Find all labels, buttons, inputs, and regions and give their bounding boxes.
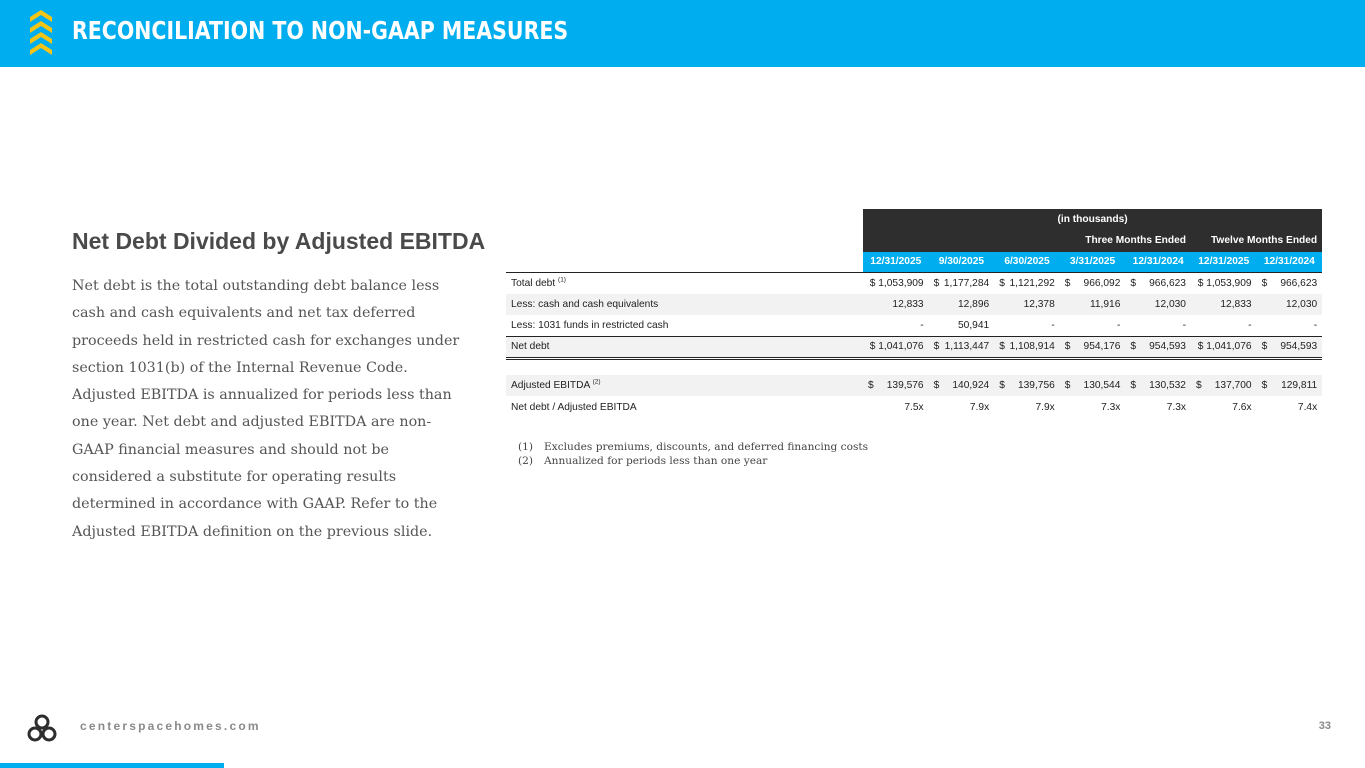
row-label: Net debt / Adjusted EBITDA [511, 401, 637, 413]
cell: 50,941 [958, 320, 990, 332]
row-label: Net debt [506, 337, 863, 358]
footer-accent-bar [0, 763, 224, 768]
cell: - [1182, 320, 1186, 332]
cell: 12,030 [1154, 299, 1186, 311]
cell: - [920, 320, 924, 332]
cell: $ 137,700 [1195, 380, 1252, 392]
cell: $ 1,108,914 [994, 337, 1060, 358]
cell: - [1313, 320, 1318, 332]
cell: $ 966,092 [1060, 273, 1126, 294]
table-row-net-debt [506, 337, 1322, 358]
centerspace-logo-icon [26, 713, 58, 745]
footnote-ref: (2) [592, 378, 601, 386]
cell: - [1051, 320, 1055, 332]
cell: $ 139,576 [868, 380, 924, 392]
row-label: Adjusted EBITDA $^{(2)}$ [511, 378, 601, 392]
section-description: Net debt is the total outstanding debt balance less cash and cash equivalents and net tax deferred proceeds held in restricted cash for exchanges under section 1031(b) of the Internal Revenue Code. Adjusted EBITDA is annualized for periods less than one year. Net debt and adjusted EBITDA are non-GAAP financial measures and should not be considered a substitute for operating results determined in accordance with GAAP. Refer to the Adjusted EBITDA definition on the previous slide. [72, 278, 460, 540]
table-row-cash [506, 294, 1322, 315]
footnote: (1) Excludes premiums, discounts, and deferred financing costs [518, 441, 869, 453]
cell: $ 1,053,909 [863, 273, 929, 294]
cell: $ 1,041,076 [863, 337, 929, 358]
footnotes [518, 440, 868, 469]
row-label: Less: 1031 funds in restricted cash [511, 320, 669, 332]
reconciliation-table [506, 209, 1322, 418]
cell: 12,378 [1023, 299, 1055, 311]
column-header: 12/31/2025 [870, 256, 922, 268]
cell: $ 129,811 [1261, 380, 1318, 392]
cell: $ 1,053,909 [1191, 273, 1257, 294]
cell: - [1248, 320, 1252, 332]
cell: 7.3x [1101, 401, 1121, 413]
column-header: 6/30/2025 [1004, 256, 1050, 268]
page-number: 33 [1318, 720, 1331, 732]
table-row-adjusted-ebitda [506, 375, 1322, 396]
row-label: Total debt $^{(1)}$ [506, 273, 863, 294]
cell: $ 954,593 [1125, 337, 1191, 358]
cell: $ 1,121,292 [994, 273, 1060, 294]
cell: $ 1,041,076 [1191, 337, 1257, 358]
cell: 7.5x [904, 401, 924, 413]
cell: 12,030 [1286, 299, 1318, 311]
cell: $ 966,623 [1125, 273, 1191, 294]
group-three-months: Three Months Ended [863, 230, 1191, 251]
cell: $ 1,177,284 [929, 273, 995, 294]
chevron-logo-icon [30, 10, 52, 56]
column-header: 12/31/2024 [1263, 256, 1315, 268]
column-header: 9/30/2025 [938, 256, 985, 268]
table-row-ratio [506, 396, 1322, 417]
group-header-row [506, 230, 1322, 251]
cell: 7.9x [969, 401, 990, 413]
column-header: 12/31/2024 [1132, 256, 1184, 268]
cell: 7.6x [1232, 401, 1252, 413]
table-row-total-debt [506, 273, 1322, 294]
table-row-1031-funds [506, 315, 1322, 336]
cell: 12,833 [892, 299, 924, 311]
cell: 7.3x [1166, 401, 1186, 413]
cell: $ 954,593 [1257, 337, 1323, 358]
group-twelve-months: Twelve Months Ended [1191, 230, 1322, 251]
cell: $ 966,623 [1257, 273, 1323, 294]
footnote-ref: (1) [558, 276, 566, 284]
row-label: Less: cash and cash equivalents [511, 299, 659, 311]
cell: $ 139,756 [999, 380, 1055, 392]
cell: $ 1,113,447 [929, 337, 995, 358]
header-bar [0, 0, 1365, 67]
cell: $ 130,544 [1064, 380, 1121, 392]
units-row [506, 209, 1322, 230]
page-title: RECONCILIATION TO NON-GAAP MEASURES [72, 16, 569, 45]
cell: $ 140,924 [933, 380, 990, 392]
spacer-row [506, 358, 1322, 375]
cell: 12,833 [1220, 299, 1252, 311]
cell: - [1116, 320, 1121, 332]
cell: 7.9x [1035, 401, 1055, 413]
footer-website: centerspacehomes.com [80, 719, 261, 733]
cell: $ 954,176 [1060, 337, 1126, 358]
cell: $ 130,532 [1130, 380, 1186, 392]
cell: 11,916 [1089, 299, 1121, 311]
column-header: 12/31/2025 [1198, 256, 1250, 268]
footnote: (2) Annualized for periods less than one year [518, 455, 768, 468]
cell: 7.4x [1297, 401, 1318, 413]
cell: 12,896 [958, 299, 990, 311]
column-header: 3/31/2025 [1069, 256, 1116, 268]
section-title: Net Debt Divided by Adjusted EBITDA [72, 228, 486, 254]
column-header-row [506, 252, 1322, 273]
units-label: (in thousands) [863, 209, 1322, 230]
